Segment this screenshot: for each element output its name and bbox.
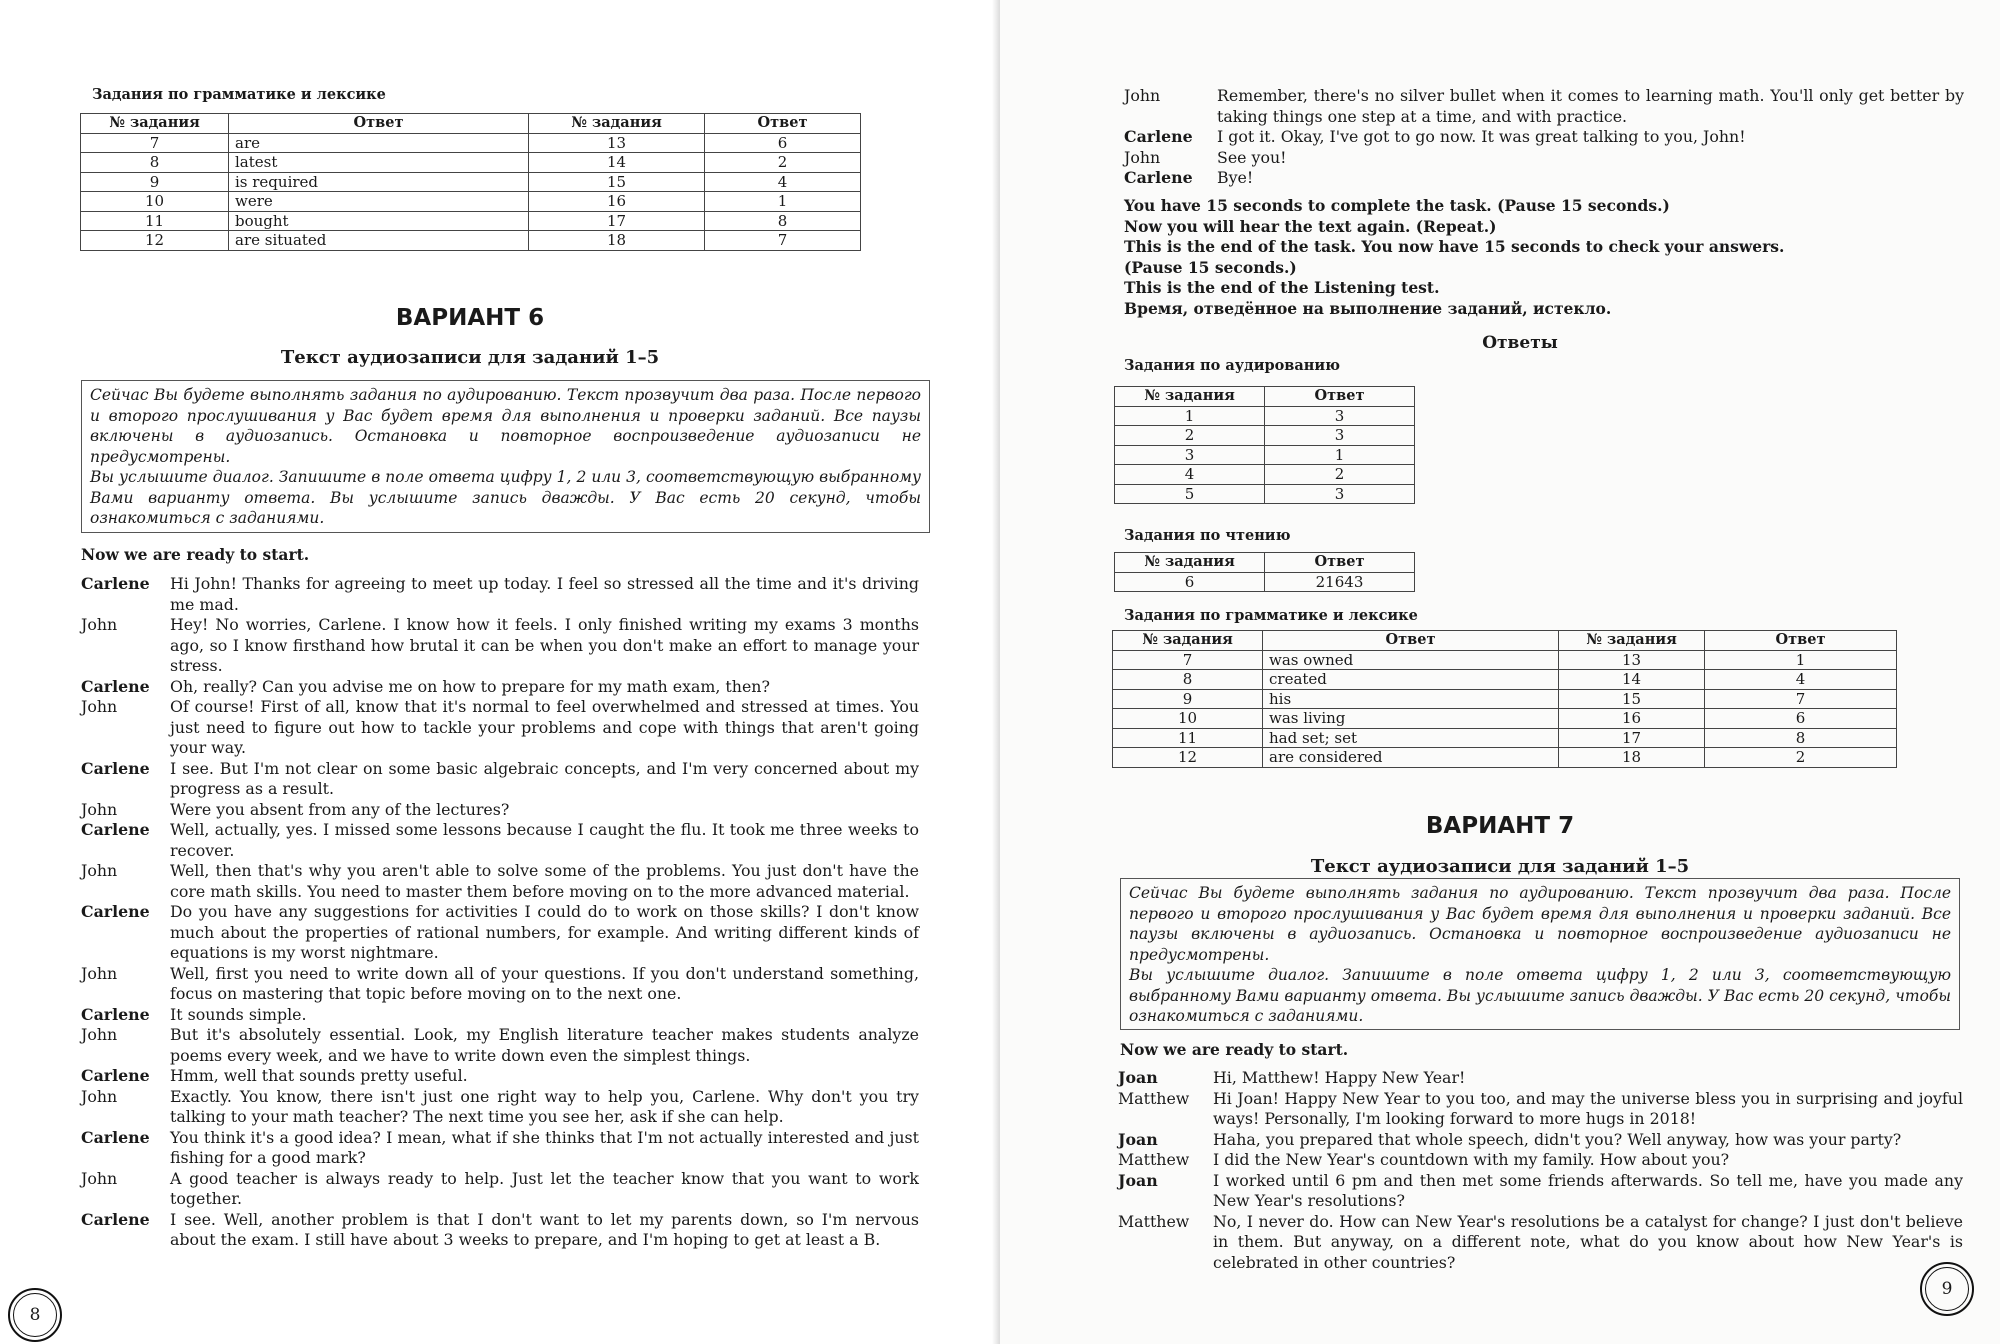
column-header: № задания [1115,387,1265,407]
speaker-name: Carlene [81,574,150,593]
task-number-cell: 8 [81,153,229,173]
speech-text: I did the New Year's countdown with my family. How about you? [1213,1150,1730,1169]
page-number-left: 8 [8,1288,62,1342]
speech-text: But it's absolutely essential. Look, my English literature teacher makes students analyze poems every week, and we have to write down even the simplest things. [170,1025,919,1065]
dialog-variant-6-continued [1124,86,1964,189]
answer-cell: latest [229,153,529,173]
table-row [1115,572,1415,592]
speech-text: Hi Joan! Happy New Year to you too, and may the universe bless you in surprising and joyful ways! Personally, I'm looking forward to more hugs in 2018! [1213,1088,1963,1128]
task-number-cell: 15 [529,172,705,192]
dialog-line [81,861,919,902]
answer-cell: 1 [1705,650,1897,670]
answer-cell: 4 [705,172,861,192]
speaker-name: Carlene [1124,127,1193,146]
ready-text-left: Now we are ready to start. [81,545,310,564]
dialog-line [1118,1150,1963,1171]
task-number-cell: 7 [81,133,229,153]
reading-answers-table [1114,552,1415,592]
answer-cell: 1 [705,192,861,212]
column-header: Ответ [1265,387,1415,407]
task-number-cell: 1 [1115,406,1265,426]
dialog-line [81,1128,919,1169]
speech-text: Were you absent from any of the lectures? [170,799,510,819]
answer-cell: are considered [1263,748,1559,768]
dialog-variant-7 [1118,1068,1963,1273]
task-number-cell: 15 [1559,689,1705,709]
task-number-cell: 10 [81,192,229,212]
speaker-name: John [81,861,118,880]
reading-heading: Задания по чтению [1124,527,1291,544]
instruction-box-right [1120,878,1960,1030]
table-row [1113,748,1897,768]
table-row [81,231,861,251]
dialog-line [81,820,919,861]
task-number-cell: 9 [1113,689,1263,709]
answer-cell: 7 [705,231,861,251]
task-number-cell: 5 [1115,484,1265,504]
dialog-line [1124,168,1964,189]
dialog-line [81,1169,919,1210]
table-row [81,211,861,231]
answer-cell: 7 [1705,689,1897,709]
speaker-name: Joan [1118,1068,1158,1087]
speech-text: Hmm, well that sounds pretty useful. [170,1066,468,1085]
ready-text-right: Now we are ready to start. [1120,1040,1349,1059]
speech-text: Well, first you need to write down all of your questions. If you don't understand something, focus on mastering that topic before moving on to the next one. [170,963,919,1003]
dialog-line [81,1005,919,1026]
answer-cell: are [229,133,529,153]
speech-text: Bye! [1217,168,1254,187]
answer-cell: his [1263,689,1559,709]
speech-text: Exactly. You know, there isn't just one right way to help you, Carlene. Why don't you try talking to your math teacher? The next time you see her, ask if she can help. [170,1086,919,1126]
column-header: № задания [1113,631,1263,651]
speech-text: Remember, there's no silver bullet when it comes to learning math. You'll only get better by taking things one step at a time, and with practice. [1217,86,1964,126]
dialog-line [81,1087,919,1128]
speech-text: I see. But I'm not clear on some basic algebraic concepts, and I'm very concerned about my progress as a result. [170,758,919,798]
column-header: № задания [1559,631,1705,651]
speaker-name: Carlene [81,1209,150,1229]
grammar-heading-right: Задания по грамматике и лексике [1124,607,1418,624]
task-number-cell: 11 [81,211,229,231]
speech-text: You think it's a good idea? I mean, what if she thinks that I'm not actually interested and just fishing for a good mark? [170,1127,919,1167]
column-header: № задания [1115,553,1265,573]
stage-direction-line: This is the end of the task. You now have 15 seconds to check your answers. [1124,237,1785,256]
speech-text: I got it. Okay, I've got to go now. It was great talking to you, John! [1217,127,1746,146]
task-number-cell: 12 [81,231,229,251]
speech-text: Well, then that's why you aren't able to solve some of the problems. You just don't have the core math skills. You need to master them before moving on to the more advanced material. [170,861,919,901]
speaker-name: John [81,1025,118,1044]
task-number-cell: 4 [1115,465,1265,485]
table-header-row [1115,553,1415,573]
answers-title: Ответы [1482,333,1558,353]
column-header: Ответ [1265,553,1415,573]
speaker-name: Carlene [81,820,150,839]
instruction-paragraph: Сейчас Вы будете выполнять задания по аудированию. Текст прозвучит два раза. После первого и второго прослушивания у Вас будет время для выполнения и проверки заданий. Все паузы включены в аудиозапись. Остановка и повторное воспроизведение аудиозаписи не предусмотрены. [1129,884,1951,964]
speaker-name: Carlene [81,1004,150,1024]
table-row [1115,484,1415,504]
task-number-cell: 17 [529,211,705,231]
listening-heading: Задания по аудированию [1124,357,1340,374]
answer-cell: 21643 [1265,572,1415,592]
table-row [1113,650,1897,670]
page-number-right: 9 [1920,1262,1974,1316]
instruction-paragraph: Вы услышите диалог. Запишите в поле ответа цифру 1, 2 или 3, соответствующую выбранному Вами варианту ответа. Вы услышите запись дважды. У Вас есть 20 секунд, чтобы ознакомиться с заданиями. [1129,966,1951,1025]
column-header: Ответ [1705,631,1897,651]
dialog-line [81,697,919,759]
task-number-cell: 3 [1115,445,1265,465]
table-row [1113,670,1897,690]
dialog-line [1118,1130,1963,1151]
speaker-name: Carlene [81,1127,150,1147]
task-number-cell: 8 [1113,670,1263,690]
speaker-name: John [81,963,118,983]
instruction-paragraph: Вы услышите диалог. Запишите в поле ответа цифру 1, 2 или 3, соответствующую выбранному Вами варианту ответа. Вы услышите запись дважды. У Вас есть 20 секунд, чтобы ознакомиться с заданиями. [90,468,921,527]
instruction-box-left [81,380,930,533]
grammar-table-left [80,113,861,251]
task-number-cell: 6 [1115,572,1265,592]
answer-cell: 3 [1265,484,1415,504]
table-row [81,153,861,173]
speech-text: Haha, you prepared that whole speech, didn't you? Well anyway, how was your party? [1213,1129,1902,1149]
dialog-line [1118,1068,1963,1089]
table-row [1115,426,1415,446]
dialog-line [81,1066,919,1087]
task-number-cell: 11 [1113,728,1263,748]
speaker-name: John [81,799,118,819]
speaker-name: Carlene [81,1066,150,1085]
table-row [81,192,861,212]
speech-text: Of course! First of all, know that it's normal to feel overwhelmed and stressed at times. You just need to figure out how to tackle your problems and cope with things that aren't going your way. [170,697,919,757]
speaker-name: Carlene [81,902,150,921]
dialog-line [1118,1171,1963,1212]
answer-cell: is required [229,172,529,192]
speaker-name: John [1124,86,1161,105]
table-row [1115,406,1415,426]
speech-text: Hi, Matthew! Happy New Year! [1213,1068,1466,1087]
speech-text: A good teacher is always ready to help. Just let the teacher know that you want to work together. [170,1168,919,1208]
speaker-name: John [81,1086,118,1106]
speaker-name: Matthew [1118,1088,1190,1108]
dialog-line [1118,1089,1963,1130]
answer-cell: was living [1263,709,1559,729]
task-number-cell: 14 [529,153,705,173]
stage-direction-line: (Pause 15 seconds.) [1124,257,1297,277]
table-row [1115,445,1415,465]
answer-cell: are situated [229,231,529,251]
answer-cell: had set; set [1263,728,1559,748]
speaker-name: Carlene [81,676,150,696]
table-row [1113,709,1897,729]
dialog-line [81,902,919,964]
answer-cell: 6 [1705,709,1897,729]
task-number-cell: 13 [529,133,705,153]
table-row [1113,689,1897,709]
answer-cell: created [1263,670,1559,690]
speech-text: I see. Well, another problem is that I don't want to let my parents down, so I'm nervous about the exam. I still have about 3 weeks to prepare, and I'm hoping to get at least a B. [170,1209,919,1249]
speech-text: Oh, really? Can you advise me on how to prepare for my math exam, then? [170,676,770,696]
dialog-variant-6 [81,574,919,1251]
task-number-cell: 18 [1559,748,1705,768]
dialog-line [81,800,919,821]
stage-direction-line: Now you will hear the text again. (Repeat.) [1124,216,1497,236]
task-number-cell: 17 [1559,728,1705,748]
dialog-line [81,964,919,1005]
task-number-cell: 12 [1113,748,1263,768]
speaker-name: John [1124,147,1161,167]
speaker-name: John [81,697,118,716]
speaker-name: John [81,615,118,634]
dialog-line [1124,148,1964,169]
answer-cell: 3 [1265,426,1415,446]
dialog-line [81,1025,919,1066]
task-number-cell: 9 [81,172,229,192]
table-row [1115,465,1415,485]
task-number-cell: 13 [1559,650,1705,670]
audio-title-right: Текст аудиозаписи для заданий 1–5 [1310,856,1690,877]
speaker-name: Joan [1118,1170,1158,1190]
speaker-name: Matthew [1118,1211,1190,1231]
column-header: Ответ [229,114,529,134]
stage-direction-line: Время, отведённое на выполнение заданий, истекло. [1124,298,1612,318]
speech-text: It sounds simple. [170,1004,307,1024]
table-header-row [1113,631,1897,651]
speaker-name: Carlene [1124,168,1193,187]
stage-direction-line: This is the end of the Listening test. [1124,278,1440,297]
answer-cell: were [229,192,529,212]
table-row [81,133,861,153]
stage-directions [1124,196,1784,319]
speech-text: Do you have any suggestions for activities I could do to work on those skills? I don't know much about the properties of rational numbers, for example. And writing different kinds of equations is my worst nightmare. [170,902,919,962]
answer-cell: 6 [705,133,861,153]
stage-direction-line: You have 15 seconds to complete the task. (Pause 15 seconds.) [1124,196,1670,215]
table-row [1113,728,1897,748]
answer-cell: bought [229,211,529,231]
variant-6-title: ВАРИАНТ 6 [395,305,545,331]
right-page [1000,0,2000,1344]
speaker-name: Carlene [81,758,150,778]
task-number-cell: 18 [529,231,705,251]
variant-7-title: ВАРИАНТ 7 [1425,813,1575,839]
answer-cell: 8 [705,211,861,231]
dialog-line [1124,127,1964,148]
table-header-row [1115,387,1415,407]
dialog-line [81,759,919,800]
task-number-cell: 16 [529,192,705,212]
answer-cell: 2 [705,153,861,173]
task-number-cell: 10 [1113,709,1263,729]
listening-answers-table [1114,386,1415,504]
answer-cell: 8 [1705,728,1897,748]
audio-title-left: Текст аудиозаписи для заданий 1–5 [280,347,660,368]
speech-text: See you! [1217,147,1287,167]
table-header-row [81,114,861,134]
answer-cell: 1 [1265,445,1415,465]
speaker-name: Matthew [1118,1150,1190,1169]
speech-text: Well, actually, yes. I missed some lessons because I caught the flu. It took me three weeks to recover. [170,820,919,860]
speech-text: Hey! No worries, Carlene. I know how it feels. I only finished writing my exams 3 months ago, so I know firsthand how brutal it can be when you don't make an effort to manage your stress. [170,615,919,675]
dialog-line [81,574,919,615]
dialog-line [81,615,919,677]
speech-text: No, I never do. How can New Year's resolutions be a catalyst for change? I just don't believe in them. But anyway, on a different note, what do you know about how New Year's is celebrated in other countries? [1213,1211,1963,1272]
task-number-cell: 14 [1559,670,1705,690]
dialog-line [81,677,919,698]
answer-cell: 2 [1705,748,1897,768]
speaker-name: John [81,1168,118,1188]
speaker-name: Joan [1118,1129,1158,1149]
task-number-cell: 2 [1115,426,1265,446]
column-header: № задания [529,114,705,134]
table-row [81,172,861,192]
dialog-line [1124,86,1964,127]
answer-cell: 2 [1265,465,1415,485]
speech-text: Hi John! Thanks for agreeing to meet up today. I feel so stressed all the time and it's driving me mad. [170,574,919,614]
column-header: № задания [81,114,229,134]
grammar-table-right [1112,630,1897,768]
task-number-cell: 16 [1559,709,1705,729]
answer-cell: was owned [1263,650,1559,670]
dialog-line [81,1210,919,1251]
answer-cell: 3 [1265,406,1415,426]
task-number-cell: 7 [1113,650,1263,670]
column-header: Ответ [1263,631,1559,651]
speech-text: I worked until 6 pm and then met some friends afterwards. So tell me, have you made any New Year's resolutions? [1213,1170,1963,1210]
instruction-paragraph: Сейчас Вы будете выполнять задания по аудированию. Текст прозвучит два раза. После первого и второго прослушивания у Вас будет время для выполнения и проверки заданий. Все паузы включены в аудиозапись. Остановка и повторное воспроизведение аудиозаписи не предусмотрены. [90,386,921,466]
dialog-line [1118,1212,1963,1274]
column-header: Ответ [705,114,861,134]
answer-cell: 4 [1705,670,1897,690]
grammar-heading-left: Задания по грамматике и лексике [92,86,386,103]
